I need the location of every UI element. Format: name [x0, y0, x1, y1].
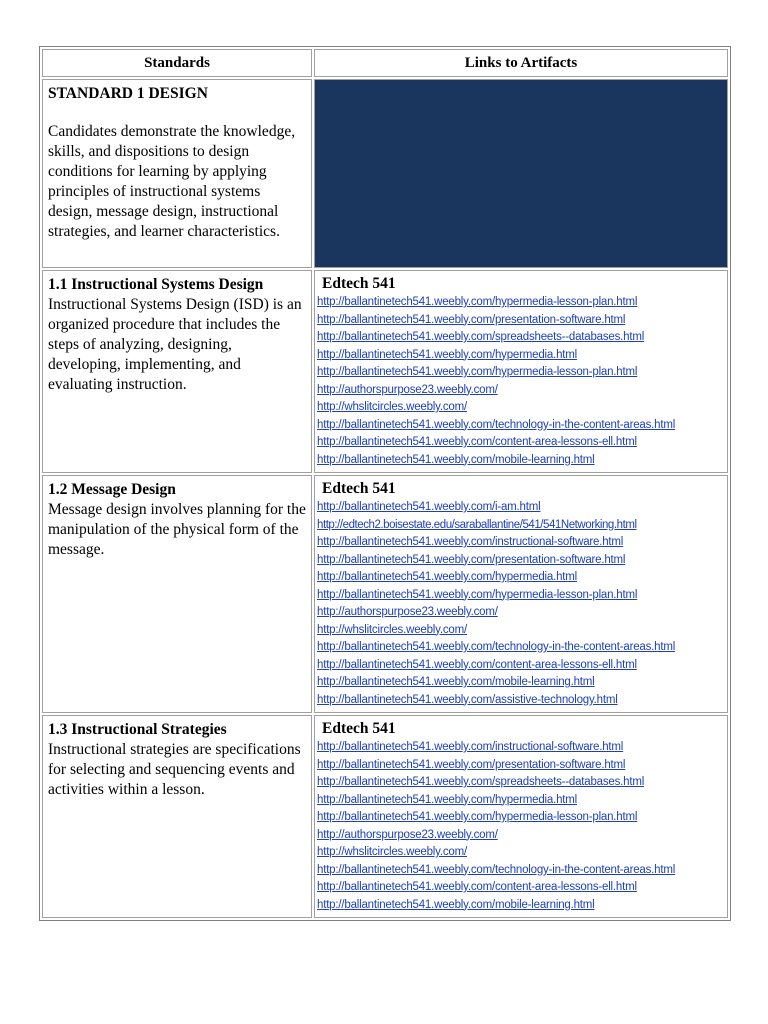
artifact-link[interactable]: http://whslitcircles.weebly.com/: [317, 623, 467, 636]
standard-title-1-1: 1.1 Instructional Systems Design: [48, 276, 264, 293]
standard-row-1-1: [42, 270, 728, 473]
artifact-link[interactable]: http://ballantinetech541.weebly.com/mobile-learning.html: [317, 453, 595, 466]
links-header: Links to Artifacts: [314, 49, 728, 77]
standard-1-row: [42, 79, 728, 268]
artifact-link[interactable]: http://ballantinetech541.weebly.com/spreadsheets--databases.html: [317, 776, 645, 788]
standards-table: [39, 46, 731, 921]
standard-1-text: Candidates demonstrate the knowledge, skills, and dispositions to design conditions for learning by applying principles of instructional systems design, message design, instructional strategies, and learner characteristics.: [48, 123, 296, 240]
standard-cell-1-2: [42, 475, 312, 713]
standard-text-1-1: Instructional Systems Design (ISD) is an organized procedure that includes the steps of analyzing, designing, developing, implementing, and evaluating instruction.: [48, 296, 302, 393]
links-cell-1-2: [314, 475, 728, 713]
artifact-link[interactable]: http://whslitcircles.weebly.com/: [317, 846, 467, 858]
artifact-link[interactable]: http://ballantinetech541.weebly.com/technology-in-the-content-areas.html: [317, 418, 676, 431]
course-label: Edtech 541: [322, 275, 396, 292]
artifact-link[interactable]: http://whslitcircles.weebly.com/: [317, 401, 467, 413]
artifact-link[interactable]: http://ballantinetech541.weebly.com/instructional-software.html: [317, 536, 624, 548]
standard-cell-1-3: [42, 715, 312, 918]
artifact-link[interactable]: http://ballantinetech541.weebly.com/mobile-learning.html: [317, 676, 595, 688]
standard-1-panel: [314, 79, 728, 268]
artifact-link[interactable]: http://ballantinetech541.weebly.com/hypermedia-lesson-plan.html: [317, 296, 638, 308]
artifact-link[interactable]: http://ballantinetech541.weebly.com/technology-in-the-content-areas.html: [317, 863, 676, 876]
artifact-link[interactable]: http://ballantinetech541.weebly.com/mobile-learning.html: [317, 898, 595, 911]
artifact-link[interactable]: http://ballantinetech541.weebly.com/technology-in-the-content-areas.html: [317, 641, 676, 653]
artifact-link[interactable]: http://ballantinetech541.weebly.com/i-am.html: [317, 501, 541, 513]
artifact-link[interactable]: http://edtech2.boisestate.edu/saraballantine/541/541Networking.html: [317, 518, 637, 531]
artifact-link[interactable]: http://ballantinetech541.weebly.com/hypermedia.html: [317, 348, 577, 361]
course-label: Edtech 541: [322, 480, 396, 497]
artifact-link[interactable]: http://ballantinetech541.weebly.com/presentation-software.html: [317, 758, 626, 771]
artifact-link[interactable]: http://ballantinetech541.weebly.com/presentation-software.html: [317, 313, 626, 326]
artifact-link[interactable]: http://ballantinetech541.weebly.com/spreadsheets--databases.html: [317, 331, 645, 343]
artifact-link[interactable]: http://ballantinetech541.weebly.com/assistive-technology.html: [317, 693, 618, 706]
artifact-link[interactable]: http://ballantinetech541.weebly.com/content-area-lessons-ell.html: [317, 658, 637, 671]
artifact-link[interactable]: http://ballantinetech541.weebly.com/content-area-lessons-ell.html: [317, 436, 637, 448]
header-row: [42, 49, 728, 77]
links-cell-1-3: [314, 715, 728, 918]
artifact-link[interactable]: http://ballantinetech541.weebly.com/hypermedia.html: [317, 571, 577, 583]
artifact-link[interactable]: http://ballantinetech541.weebly.com/hypermedia-lesson-plan.html: [317, 588, 638, 601]
standard-1-title: STANDARD 1 DESIGN: [48, 85, 208, 102]
standard-text-1-2: Message design involves planning for the manipulation of the physical form of the message.: [48, 501, 306, 558]
standard-text-1-3: Instructional strategies are specifications for selecting and sequencing events and activities within a lesson.: [48, 741, 301, 798]
standard-row-1-2: [42, 475, 728, 713]
artifact-link[interactable]: http://ballantinetech541.weebly.com/hypermedia.html: [317, 793, 577, 806]
artifact-link[interactable]: http://ballantinetech541.weebly.com/content-area-lessons-ell.html: [317, 881, 637, 893]
artifact-link[interactable]: http://authorspurpose23.weebly.com/: [317, 828, 498, 841]
standard-cell-1-1: [42, 270, 312, 473]
standards-header: Standards: [42, 49, 312, 77]
artifact-link[interactable]: http://ballantinetech541.weebly.com/hypermedia-lesson-plan.html: [317, 366, 638, 378]
standard-1-cell: [42, 79, 312, 268]
artifact-link[interactable]: http://ballantinetech541.weebly.com/instructional-software.html: [317, 741, 624, 753]
standard-title-1-3: 1.3 Instructional Strategies: [48, 721, 227, 738]
artifact-link[interactable]: http://authorspurpose23.weebly.com/: [317, 606, 498, 618]
artifact-link[interactable]: http://ballantinetech541.weebly.com/hypermedia-lesson-plan.html: [317, 811, 638, 823]
artifact-link[interactable]: http://authorspurpose23.weebly.com/: [317, 383, 498, 396]
artifact-link[interactable]: http://ballantinetech541.weebly.com/presentation-software.html: [317, 553, 626, 566]
standard-title-1-2: 1.2 Message Design: [48, 481, 176, 498]
links-cell-1-1: [314, 270, 728, 473]
course-label: Edtech 541: [322, 720, 396, 737]
standard-row-1-3: [42, 715, 728, 918]
